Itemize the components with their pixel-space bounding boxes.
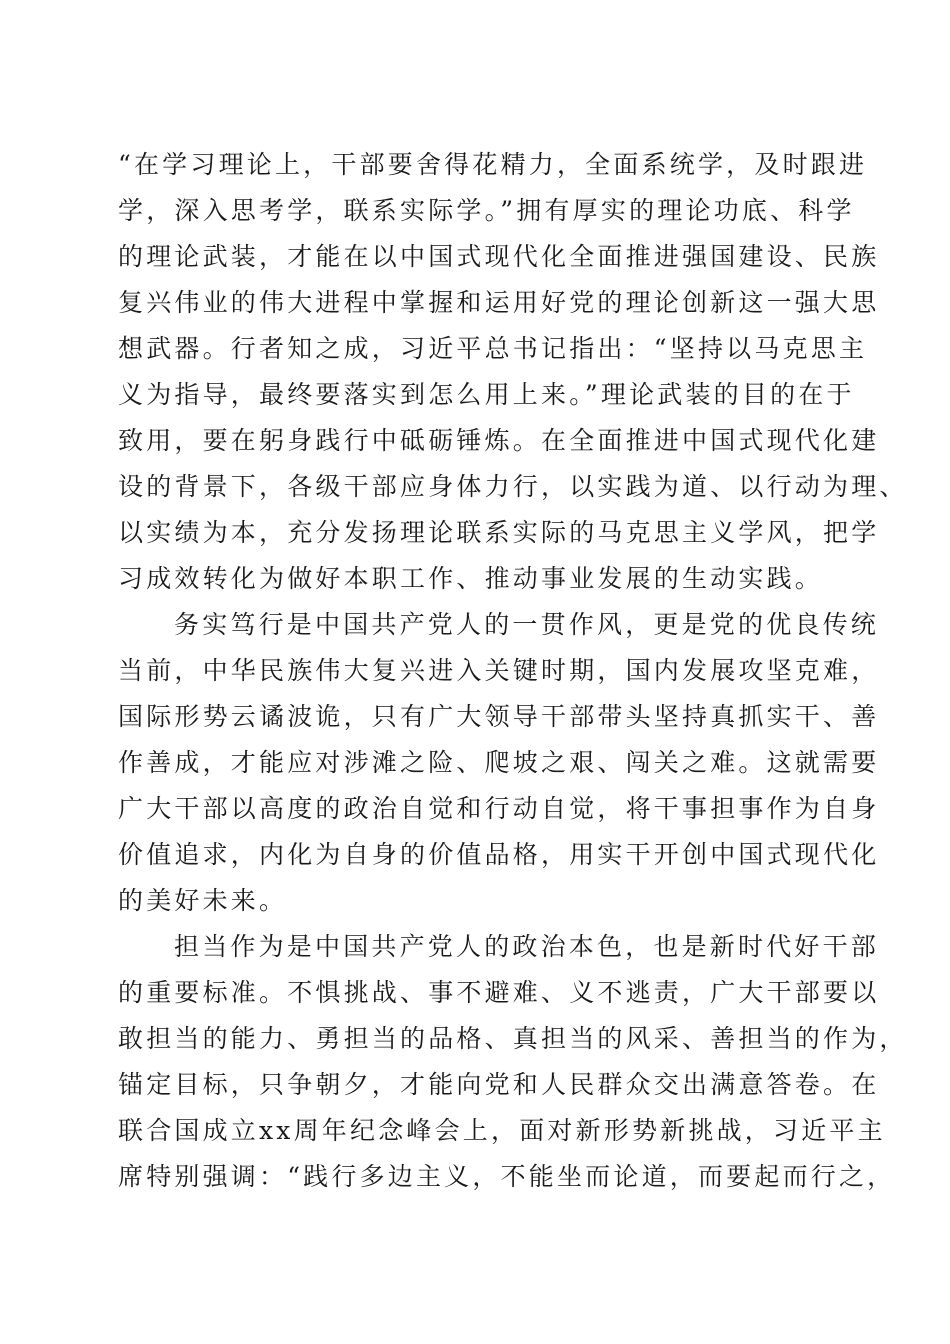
- text-line: 设的背景下，各级干部应身体力行，以实践为道、以行动为理、: [118, 472, 908, 501]
- text-line: 的重要标准。不惧挑战、事不避难、义不逃责，广大干部要以: [118, 978, 880, 1007]
- paragraph-2: [118, 602, 880, 924]
- text-line: 当前，中华民族伟大复兴进入关键时期，国内发展攻坚克难，: [118, 656, 880, 685]
- text-line: 席特别强调：“践行多边主义，不能坐而论道，而要起而行之，: [118, 1162, 896, 1191]
- text-line: “在学习理论上，干部要舍得花精力，全面系统学，及时跟进: [118, 150, 868, 179]
- text-line: 敢担当的能力、勇担当的品格、真担当的风采、善担当的作为，: [118, 1024, 908, 1053]
- text-line: 的美好未来。: [118, 886, 288, 915]
- text-line: 习成效转化为做好本职工作、推动事业发展的生动实践。: [118, 564, 824, 593]
- paragraph-3: [118, 924, 908, 1200]
- text-line: 联合国成立xx周年纪念峰会上，面对新形势新挑战，习近平主: [118, 1116, 886, 1145]
- text-line: 的理论武装，才能在以中国式现代化全面推进强国建设、民族: [118, 242, 880, 271]
- text-line: 学，深入思考学，联系实际学。”拥有厚实的理论功底、科学: [118, 196, 855, 225]
- text-line: 致用，要在躬身践行中砥砺锤炼。在全面推进中国式现代化建: [118, 426, 880, 455]
- text-line: 担当作为是中国共产党人的政治本色，也是新时代好干部: [174, 932, 880, 961]
- text-line: 义为指导，最终要落实到怎么用上来。”理论武装的目的在于: [118, 380, 855, 409]
- text-line: 锚定目标，只争朝夕，才能向党和人民群众交出满意答卷。在: [118, 1070, 880, 1099]
- paragraph-1: [118, 142, 908, 602]
- text-line: 想武器。行者知之成，习近平总书记指出：“坚持以马克思主: [118, 334, 868, 363]
- text-line: 作善成，才能应对涉滩之险、爬坡之艰、闯关之难。这就需要: [118, 748, 880, 777]
- text-line: 国际形势云谲波诡，只有广大领导干部带头坚持真抓实干、善: [118, 702, 880, 731]
- text-line: 以实绩为本，充分发扬理论联系实际的马克思主义学风，把学: [118, 518, 880, 547]
- text-line: 价值追求，内化为自身的价值品格，用实干开创中国式现代化: [118, 840, 880, 869]
- text-line: 务实笃行是中国共产党人的一贯作风，更是党的优良传统: [174, 610, 880, 639]
- text-line: 广大干部以高度的政治自觉和行动自觉，将干事担事作为自身: [118, 794, 880, 823]
- document-body: [118, 142, 908, 1200]
- text-line: 复兴伟业的伟大进程中掌握和运用好党的理论创新这一强大思: [118, 288, 880, 317]
